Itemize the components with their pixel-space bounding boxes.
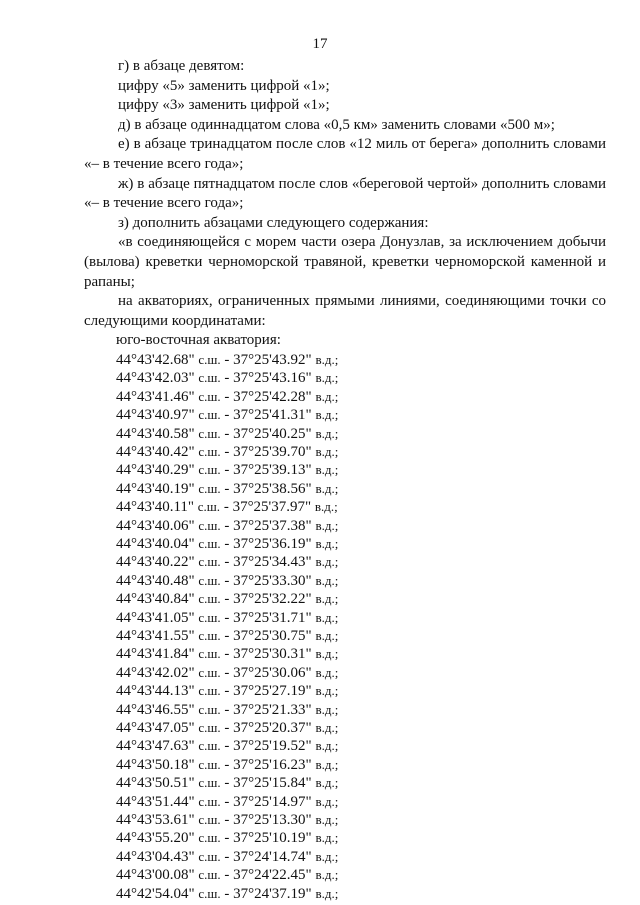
longitude-unit: в.д.; (315, 812, 339, 828)
latitude-value: 44°43'40.84" (116, 591, 195, 608)
longitude-value: 37°25'41.31" (233, 407, 312, 424)
paragraph-digit-3: цифру «3» заменить цифрой «1»; (118, 97, 330, 114)
longitude-unit: в.д.; (315, 388, 339, 404)
coordinates-list (84, 351, 606, 903)
latitude-unit: с.ш. (198, 535, 221, 551)
longitude-unit: в.д.; (315, 370, 339, 386)
coordinate-line: 44°43'42.68" с.ш. - 37°25'43.92" в.д.; (116, 351, 339, 368)
longitude-value: 37°25'16.23" (233, 756, 312, 773)
coordinate-line: 44°43'47.63" с.ш. - 37°25'19.52" в.д.; (116, 738, 339, 755)
latitude-value: 44°42'54.04" (116, 885, 195, 902)
latitude-value: 44°43'42.02" (116, 664, 195, 681)
paragraph-aquatories: на акваториях, ограниченных прямыми линиями, соединяющими точки со следующими координатами: (84, 293, 606, 329)
longitude-unit: в.д.; (315, 351, 339, 367)
coordinate-line: 44°43'40.29" с.ш. - 37°25'39.13" в.д.; (116, 462, 339, 479)
latitude-unit: с.ш. (198, 609, 221, 625)
latitude-unit: с.ш. (198, 683, 221, 699)
longitude-value: 37°25'10.19" (233, 830, 312, 847)
longitude-unit: в.д.; (315, 646, 339, 662)
latitude-value: 44°43'40.11" (116, 499, 195, 516)
latitude-value: 44°43'42.03" (116, 370, 195, 387)
longitude-value: 37°24'22.45" (233, 867, 312, 884)
latitude-unit: с.ш. (198, 443, 221, 459)
paragraph-d: д) в абзаце одиннадцатом слова «0,5 км» заменить словами «500 м»; (118, 116, 555, 133)
longitude-value: 37°25'38.56" (233, 480, 312, 497)
coordinate-line: 44°43'40.11" с.ш. - 37°25'37.97" в.д.; (116, 499, 338, 516)
latitude-value: 44°43'40.97" (116, 407, 195, 424)
longitude-unit: в.д.; (315, 756, 339, 772)
coordinate-line: 44°43'41.55" с.ш. - 37°25'30.75" в.д.; (116, 628, 339, 644)
coordinate-line: 44°43'42.03" с.ш. - 37°25'43.16" в.д.; (116, 370, 339, 387)
latitude-value: 44°43'47.63" (116, 738, 195, 755)
latitude-value: 44°43'41.55" (116, 628, 195, 644)
longitude-unit: в.д.; (315, 720, 339, 736)
latitude-unit: с.ш. (198, 646, 221, 662)
longitude-value: 37°25'32.22" (233, 591, 312, 608)
longitude-value: 37°25'43.92" (233, 351, 312, 368)
latitude-unit: с.ш. (198, 517, 221, 533)
latitude-unit: с.ш. (198, 628, 221, 643)
longitude-value: 37°25'30.75" (233, 628, 312, 644)
latitude-unit: с.ш. (198, 370, 221, 386)
paragraph-g: г) в абзаце девятом: (118, 58, 245, 74)
latitude-value: 44°43'40.42" (116, 443, 195, 460)
latitude-unit: с.ш. (197, 499, 221, 515)
latitude-value: 44°43'51.44" (116, 793, 195, 810)
latitude-value: 44°43'40.04" (116, 535, 195, 552)
coordinate-line: 44°43'00.08" с.ш. - 37°24'22.45" в.д.; (116, 867, 339, 884)
longitude-value: 37°25'43.16" (233, 370, 312, 387)
longitude-unit: в.д.; (315, 830, 339, 846)
coordinate-line: 44°43'40.04" с.ш. - 37°25'36.19" в.д.; (116, 535, 339, 552)
coordinate-line: 44°43'40.97" с.ш. - 37°25'41.31" в.д.; (116, 407, 339, 424)
longitude-value: 37°24'14.74" (233, 848, 312, 865)
coordinate-line: 44°43'40.06" с.ш. - 37°25'37.38" в.д.; (116, 517, 339, 534)
longitude-unit: в.д.; (315, 407, 339, 423)
latitude-unit: с.ш. (198, 756, 221, 772)
coordinate-line: 44°43'40.19" с.ш. - 37°25'38.56" в.д.; (116, 480, 339, 497)
paragraph-digit-5: цифру «5» заменить цифрой «1»; (118, 77, 330, 94)
longitude-value: 37°25'37.97" (232, 499, 312, 516)
longitude-value: 37°25'13.30" (233, 812, 312, 829)
longitude-unit: в.д.; (315, 664, 339, 680)
latitude-unit: с.ш. (198, 885, 221, 901)
latitude-value: 44°43'47.05" (116, 720, 195, 737)
latitude-unit: с.ш. (198, 793, 221, 809)
latitude-unit: с.ш. (198, 351, 221, 367)
paragraph-zh: ж) в абзаце пятнадцатом после слов «береговой чертой» дополнить словами «– в течение всего года»; (84, 175, 606, 212)
longitude-unit: в.д.; (315, 572, 339, 588)
coordinate-line: 44°43'40.48" с.ш. - 37°25'33.30" в.д.; (116, 572, 339, 589)
longitude-unit: в.д.; (315, 701, 339, 717)
coordinate-line: 44°43'53.61" с.ш. - 37°25'13.30" в.д.; (116, 812, 339, 829)
longitude-value: 37°25'14.97" (233, 793, 312, 810)
latitude-unit: с.ш. (198, 388, 221, 404)
paragraph-donuzlav: «в соединяющейся с морем части озера Донузлав, за исключением добычи (вылова) креветки черноморской травяной, креветки черноморской каменной и рапаны; (84, 234, 606, 290)
coordinate-line: 44°43'55.20" с.ш. - 37°25'10.19" в.д.; (116, 830, 339, 847)
longitude-value: 37°25'19.52" (233, 738, 312, 755)
longitude-unit: в.д.; (315, 848, 339, 864)
longitude-value: 37°25'42.28" (233, 388, 312, 405)
longitude-value: 37°25'20.37" (233, 720, 312, 737)
document-body (84, 57, 606, 903)
coordinate-line: 44°43'04.43" с.ш. - 37°24'14.74" в.д.; (116, 848, 339, 865)
latitude-unit: с.ш. (198, 720, 221, 736)
coordinate-line: 44°43'41.46" с.ш. - 37°25'42.28" в.д.; (116, 388, 339, 405)
latitude-unit: с.ш. (198, 701, 221, 717)
longitude-value: 37°25'37.38" (233, 517, 312, 534)
latitude-value: 44°43'00.08" (116, 867, 195, 884)
longitude-value: 37°25'21.33" (233, 701, 312, 718)
coordinate-line: 44°43'40.42" с.ш. - 37°25'39.70" в.д.; (116, 443, 339, 460)
latitude-unit: с.ш. (198, 664, 221, 680)
paragraph-e: е) в абзаце тринадцатом после слов «12 миль от берега» дополнить словами «– в течение всего года»; (84, 136, 606, 172)
page-number: 17 (312, 36, 328, 52)
latitude-value: 44°43'40.48" (116, 572, 195, 589)
longitude-unit: в.д.; (315, 517, 339, 533)
latitude-value: 44°43'40.29" (116, 462, 195, 479)
latitude-unit: с.ш. (198, 867, 221, 883)
latitude-value: 44°43'50.18" (116, 756, 195, 773)
latitude-value: 44°43'40.06" (116, 517, 195, 534)
longitude-unit: в.д.; (315, 683, 339, 699)
latitude-value: 44°43'41.46" (116, 388, 195, 405)
longitude-unit: в.д.; (315, 793, 339, 809)
latitude-unit: с.ш. (198, 812, 221, 828)
latitude-unit: с.ш. (198, 775, 221, 791)
coordinate-line: 44°43'40.84" с.ш. - 37°25'32.22" в.д.; (116, 591, 339, 608)
latitude-unit: с.ш. (198, 554, 221, 570)
longitude-value: 37°25'34.43" (233, 554, 312, 571)
coordinate-line: 44°43'41.84" с.ш. - 37°25'30.31" в.д.; (116, 646, 339, 663)
latitude-value: 44°43'46.55" (116, 701, 195, 718)
longitude-unit: в.д.; (315, 591, 339, 607)
longitude-value: 37°25'36.19" (233, 535, 312, 552)
longitude-value: 37°25'33.30" (233, 572, 312, 589)
longitude-value: 37°25'15.84" (233, 775, 312, 792)
latitude-unit: с.ш. (198, 572, 221, 588)
latitude-unit: с.ш. (198, 591, 221, 607)
latitude-value: 44°43'04.43" (116, 848, 195, 865)
longitude-value: 37°25'27.19" (233, 683, 312, 700)
paragraph-z: з) дополнить абзацами следующего содержания: (118, 214, 429, 231)
latitude-value: 44°43'41.05" (116, 609, 195, 626)
latitude-unit: с.ш. (198, 425, 221, 441)
latitude-value: 44°43'53.61" (116, 812, 195, 829)
latitude-value: 44°43'55.20" (116, 830, 195, 847)
coordinate-line: 44°43'42.02" с.ш. - 37°25'30.06" в.д.; (116, 664, 339, 681)
latitude-value: 44°43'41.84" (116, 646, 195, 663)
longitude-unit: в.д.; (315, 628, 339, 643)
coordinate-line: 44°42'54.04" с.ш. - 37°24'37.19" в.д.; (116, 885, 339, 902)
longitude-unit: в.д.; (315, 554, 339, 570)
latitude-unit: с.ш. (198, 462, 221, 478)
coordinate-line: 44°43'50.18" с.ш. - 37°25'16.23" в.д.; (116, 756, 339, 773)
coordinate-line: 44°43'40.22" с.ш. - 37°25'34.43" в.д.; (116, 554, 339, 571)
longitude-unit: в.д.; (315, 480, 339, 496)
longitude-value: 37°25'39.70" (233, 443, 312, 460)
longitude-unit: в.д.; (315, 535, 339, 551)
coordinate-line: 44°43'47.05" с.ш. - 37°25'20.37" в.д.; (116, 720, 339, 737)
coordinate-line: 44°43'46.55" с.ш. - 37°25'21.33" в.д.; (116, 701, 339, 718)
latitude-unit: с.ш. (198, 738, 221, 754)
latitude-value: 44°43'50.51" (116, 775, 195, 792)
coordinates-heading: юго-восточная акватория: (116, 332, 281, 349)
longitude-value: 37°25'39.13" (233, 462, 312, 479)
longitude-unit: в.д.; (315, 462, 339, 478)
longitude-unit: в.д.; (314, 499, 338, 515)
coordinate-line: 44°43'41.05" с.ш. - 37°25'31.71" в.д.; (116, 609, 339, 626)
latitude-value: 44°43'40.19" (116, 480, 195, 497)
longitude-unit: в.д.; (315, 609, 339, 625)
coordinate-line: 44°43'40.58" с.ш. - 37°25'40.25" в.д.; (116, 425, 339, 442)
latitude-value: 44°43'44.13" (116, 683, 195, 700)
longitude-value: 37°25'31.71" (233, 609, 312, 626)
longitude-value: 37°24'37.19" (233, 885, 312, 902)
longitude-value: 37°25'30.06" (233, 664, 312, 681)
longitude-unit: в.д.; (315, 738, 339, 754)
longitude-unit: в.д.; (315, 443, 339, 459)
longitude-unit: в.д.; (315, 885, 339, 901)
latitude-value: 44°43'40.22" (116, 554, 195, 571)
longitude-unit: в.д.; (315, 425, 339, 441)
latitude-unit: с.ш. (198, 848, 221, 864)
longitude-unit: в.д.; (315, 775, 339, 791)
longitude-value: 37°25'30.31" (233, 646, 312, 663)
coordinate-line: 44°43'50.51" с.ш. - 37°25'15.84" в.д.; (116, 775, 339, 792)
coordinate-line: 44°43'44.13" с.ш. - 37°25'27.19" в.д.; (116, 683, 339, 700)
longitude-unit: в.д.; (315, 867, 339, 883)
latitude-unit: с.ш. (198, 830, 221, 846)
latitude-unit: с.ш. (198, 407, 221, 423)
latitude-value: 44°43'42.68" (116, 351, 195, 368)
latitude-value: 44°43'40.58" (116, 425, 195, 442)
latitude-unit: с.ш. (198, 480, 221, 496)
longitude-value: 37°25'40.25" (233, 425, 312, 442)
coordinate-line: 44°43'51.44" с.ш. - 37°25'14.97" в.д.; (116, 793, 339, 810)
